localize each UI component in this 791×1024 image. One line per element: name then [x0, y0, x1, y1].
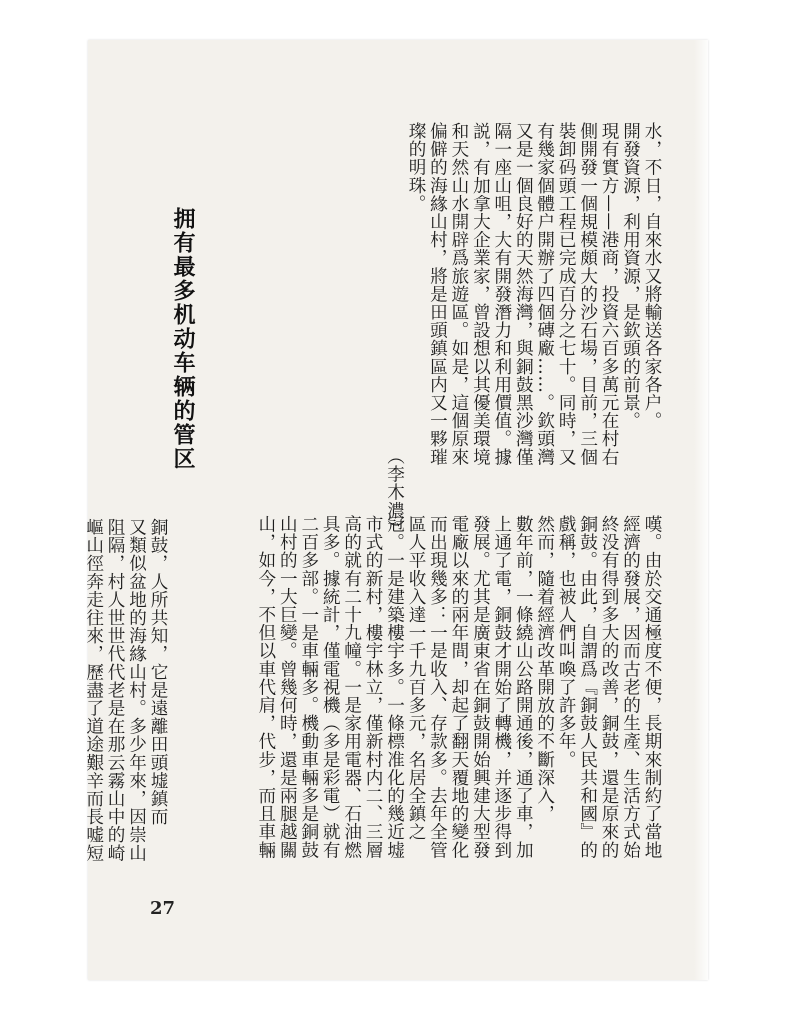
text-line: 説，有加拿大企業家，曾設想以其優美環境 [470, 122, 491, 466]
article-body-text [254, 515, 662, 925]
article-body-intro [82, 518, 168, 918]
text-line: 開發資源，利用資源，是欽頭的前景。 [620, 122, 641, 430]
text-line: 偏僻的海緣山村，將是田頭鎮區内又一夥璀 [427, 122, 448, 466]
text-line: 銅鼓，人所共知，它是遠離田頭墟鎮而 [148, 518, 168, 826]
text-line: 側開發一個規模頗大的沙石場，目前，三個 [577, 122, 598, 466]
text-line: 冠。一是建築樓宇多。一條標准化的幾近墟 [384, 515, 405, 859]
text-line: 阻隔，村人世世代代老是在那云霧山中的崎 [105, 518, 126, 862]
author-byline: （李木濃） [384, 446, 405, 537]
article-continuation-text [383, 122, 662, 537]
text-line: 隔一座山咀，大有開發潛力和利用價值。據 [491, 122, 512, 466]
text-line: 現有實方——港商，投資六百多萬元在村右 [599, 122, 620, 466]
text-line: 嘆。由於交通極度不便，長期來制約了當地 [642, 515, 662, 859]
text-line: 區人平收入達一千九百多元，名居全鎮之 [406, 515, 427, 841]
text-line: 然而，隨着經濟改革開放的不斷深入， [534, 515, 555, 823]
text-line: 具多。據統計，僅電視機（多是彩電）就有 [320, 515, 341, 859]
text-line: 裝卸码頭工程已完成百分之七十。同時，又 [556, 122, 577, 466]
book-page [83, 40, 708, 980]
text-line: 嶇山徑奔走往來，歷盡了道途艱辛而長嘘短 [83, 518, 104, 862]
text-line: 山村的一大巨變。曾幾何時，還是兩腿越關 [277, 515, 298, 859]
text-line: 電廠以來的兩年間，却起了翻天覆地的變化 [448, 515, 469, 859]
text-line: 又類似盆地的海緣山村。多少年來，因崇山 [126, 518, 147, 862]
article-heading: 拥有最多机动车辆的管区 [170, 207, 195, 471]
text-line: 有幾家個體户開辦了四個磚廠……。欽頭灣 [534, 122, 555, 466]
text-line: 市式的新村，樓宇林立，僅新村内二、三層 [363, 515, 384, 859]
text-line: 山，如今，不但以車代肩，代步，而且車輛 [255, 515, 276, 859]
text-line: 經濟的發展，因而古老的生產、生活方式始 [620, 515, 641, 859]
text-line: 終没有得到多大的改善，銅鼓，還是原來的 [599, 515, 620, 859]
text-line: 和天然山水開辟爲旅遊區。如是，這個原來 [448, 122, 469, 466]
text-line: 二百多部。一是車輛多。機動車輛多是銅鼓 [298, 515, 319, 859]
text-line: 高的就有二十九幢。一是家用電器、石油燃 [341, 515, 362, 859]
text-line: 數年前，一條繞山公路開通後，通了車，加 [513, 515, 534, 859]
page-number: 27 [150, 898, 176, 919]
text-line: 水，不日，自來水又將輸送各家各户。 [642, 122, 662, 430]
text-line: 而出現幾多：一是收入、存款多。去年全管 [427, 515, 448, 859]
text-line: 銅鼓。由此，自謂爲『銅鼓人民共和國』的 [577, 515, 598, 859]
text-line: 戲稱，也被人們叫喚了許多年。 [556, 515, 577, 769]
text-line: 上通了電，銅鼓才開始了轉機，并逐步得到 [491, 515, 512, 859]
text-line: 又是一個良好的天然海灣，與銅鼓黑沙灣僅 [513, 122, 534, 466]
text-line: 璨的明珠。 [406, 122, 427, 213]
text-line: 發展。尤其是廣東省在銅鼓開始興建大型發 [470, 515, 491, 859]
